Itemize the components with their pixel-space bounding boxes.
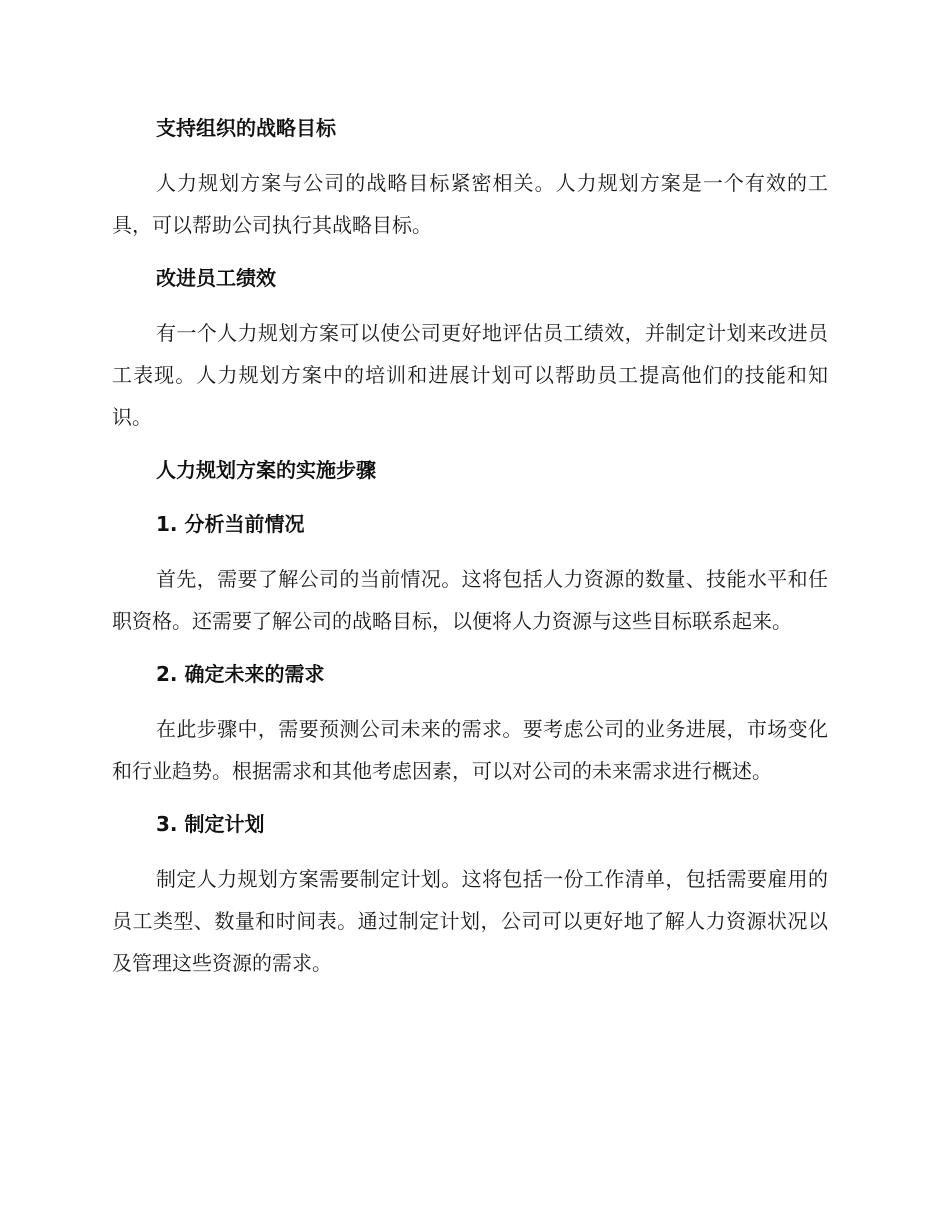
step-paragraph: 制定人力规划方案需要制定计划。这将包括一份工作清单，包括需要雇用的员工类型、数量和时间表。通过制定计划，公司可以更好地了解人力资源状况以及管理这些资源的需求。 [112,867,828,975]
section-heading: 支持组织的战略目标 [156,116,336,140]
section-heading: 人力规划方案的实施步骤 [156,458,376,482]
section-paragraph: 有一个人力规划方案可以使公司更好地评估员工绩效，并制定计划来改进员工表现。人力规划方案中的培训和进展计划可以帮助员工提高他们的技能和知识。 [112,321,828,429]
step-paragraph: 在此步骤中，需要预测公司未来的需求。要考虑公司的业务进展，市场变化和行业趋势。根据需求和其他考虑因素，可以对公司的未来需求进行概述。 [112,717,828,783]
step-heading: 2. 确定未来的需求 [156,662,325,686]
step-heading: 3. 制定计划 [156,812,265,836]
section-heading: 改进员工绩效 [156,266,276,290]
step-paragraph: 首先，需要了解公司的当前情况。这将包括人力资源的数量、技能水平和任职资格。还需要了解公司的战略目标，以便将人力资源与这些目标联系起来。 [112,567,828,633]
step-heading: 1. 分析当前情况 [156,512,305,536]
document-body [112,108,828,984]
section-paragraph: 人力规划方案与公司的战略目标紧密相关。人力规划方案是一个有效的工具，可以帮助公司执行其战略目标。 [112,171,828,237]
